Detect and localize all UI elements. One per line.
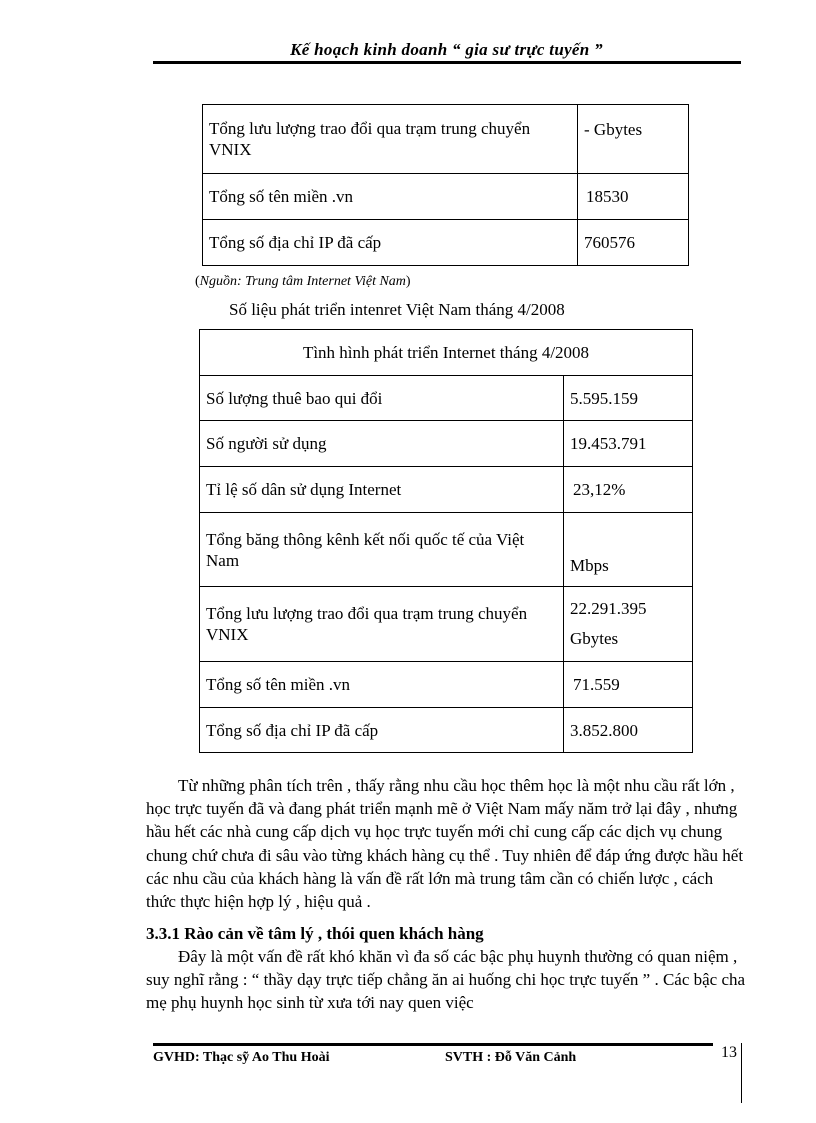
table-cell-value: 18530 — [578, 174, 689, 220]
footer-divider — [153, 1043, 713, 1046]
body-paragraph: Đây là một vấn đề rất khó khăn vì đa số các bậc phụ huynh thường có quan niệm , suy nghĩ rằng : “ thầy dạy trực tiếp chẳng ăn ai huống chi học trực tuyến ” . Các bậc cha mẹ phụ huynh học sinh từ xưa tới nay quen việc — [146, 947, 746, 1013]
table-cell-label: Tổng số địa chỉ IP đã cấp — [203, 220, 578, 266]
table-row — [203, 220, 689, 266]
table-cell-label: Số lượng thuê bao qui đổi — [200, 376, 564, 421]
table-row — [200, 513, 693, 587]
footer-supervisor: GVHD: Thạc sỹ Ao Thu Hoài — [153, 1050, 330, 1065]
table-row — [200, 587, 693, 662]
table-row — [203, 174, 689, 220]
table-cell-value: 760576 — [578, 220, 689, 266]
table-row — [200, 662, 693, 708]
source-paren-open: ( — [195, 274, 200, 289]
section-heading: 3.3.1 Rào cản về tâm lý , thói quen khách hàng — [146, 924, 484, 943]
table-cell-label: Tổng lưu lượng trao đổi qua trạm trung chuyển VNIX — [200, 587, 564, 662]
source-note — [195, 274, 411, 290]
footer-student: SVTH : Đỗ Văn Cảnh — [445, 1050, 577, 1065]
page-number: 13 — [721, 1044, 737, 1061]
value-line-1: 22.291.395 — [570, 599, 647, 618]
internet-stats-table-partial — [202, 104, 689, 266]
table-caption: Số liệu phát triển intenret Việt Nam tháng 4/2008 — [229, 300, 565, 319]
table-cell-label: Tổng số tên miền .vn — [200, 662, 564, 708]
table-cell-value: 3.852.800 — [564, 708, 693, 753]
table-row — [200, 421, 693, 467]
table-row — [200, 467, 693, 513]
table-cell-value: 19.453.791 — [564, 421, 693, 467]
table-cell-value — [564, 587, 693, 662]
table-cell-label: Tỉ lệ số dân sử dụng Internet — [200, 467, 564, 513]
table-cell-value: Mbps — [564, 513, 693, 587]
table-cell-value: 71.559 — [564, 662, 693, 708]
table-header-row — [200, 330, 693, 376]
table-cell-label: Tổng số tên miền .vn — [203, 174, 578, 220]
table-cell-value: - Gbytes — [578, 105, 689, 174]
table-cell-label: Tổng số địa chỉ IP đã cấp — [200, 708, 564, 753]
table-row — [200, 376, 693, 421]
internet-development-table — [199, 329, 693, 753]
value-line-2: Gbytes — [570, 629, 619, 648]
table-cell-label: Tổng lưu lượng trao đổi qua trạm trung chuyển VNIX — [203, 105, 578, 174]
table-cell-value: 23,12% — [564, 467, 693, 513]
source-note-text: Nguồn: Trung tâm Internet Việt Nam — [199, 274, 406, 289]
table-row — [200, 708, 693, 753]
table-row — [203, 105, 689, 174]
table-cell-label: Số người sử dụng — [200, 421, 564, 467]
body-paragraph: Từ những phân tích trên , thấy rằng nhu cầu học thêm học là một nhu cầu rất lớn , học trực tuyến đã và đang phát triển mạnh mẽ ở Việt Nam mấy năm trở lại đây , nhưng hầu hết các nhà cung cấp dịch vụ học trực tuyến mới chỉ cung cấp các dịch vụ chung chung chứ chưa đi sâu vào từng khách hàng cụ thể . Tuy nhiên để đáp ứng được hầu hết các nhu cầu của khách hàng là vấn đề rất lớn mà trung tâm cần có chiến lược , cách thức thực hiện hợp lý , hiệu quả . — [146, 776, 744, 912]
page-header-title: Kế hoạch kinh doanh “ gia sư trực tuyến ” — [290, 40, 603, 59]
header-divider — [153, 61, 741, 64]
table-cell-value: 5.595.159 — [564, 376, 693, 421]
footer-vertical-rule — [741, 1043, 742, 1103]
table-cell-label: Tổng băng thông kênh kết nối quốc tế của Việt Nam — [200, 513, 564, 587]
source-paren-close: ) — [405, 274, 411, 289]
table-title: Tình hình phát triển Internet tháng 4/2008 — [200, 330, 693, 376]
